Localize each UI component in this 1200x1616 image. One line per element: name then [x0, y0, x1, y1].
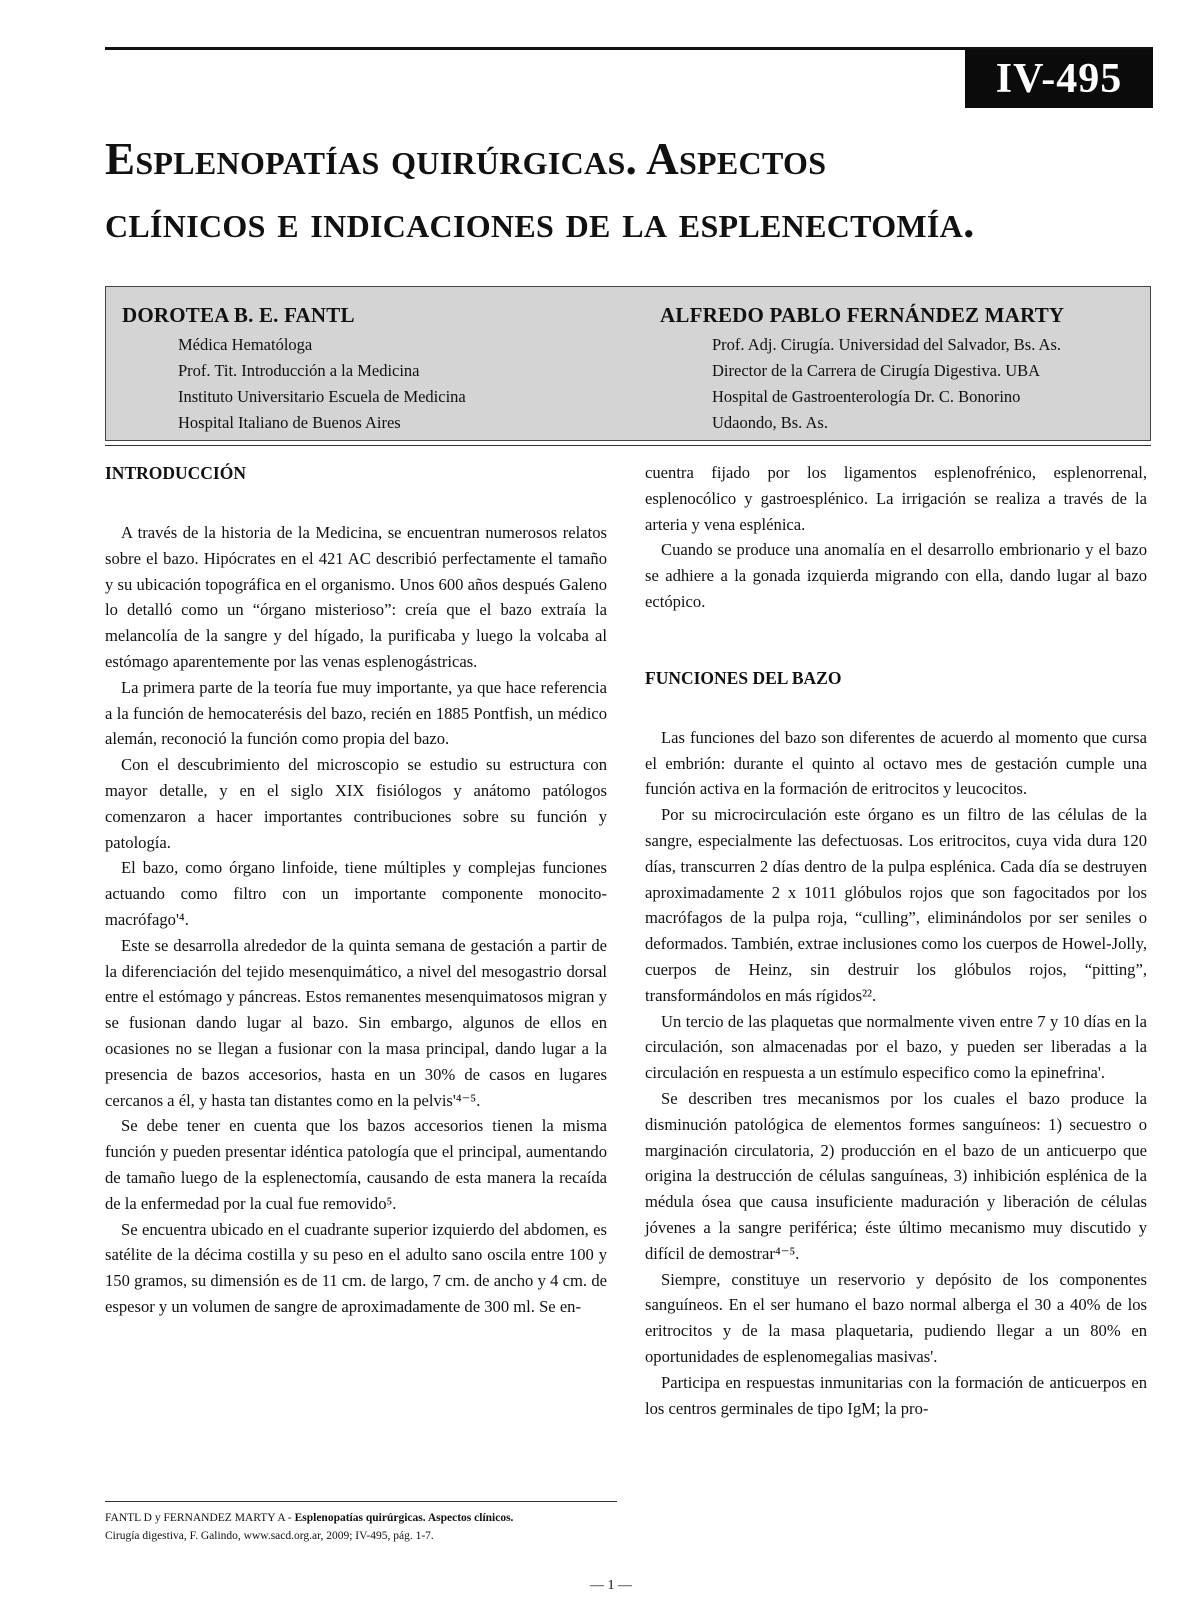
citation-title: Esplenopatías quirúrgicas. Aspectos clínicos.	[294, 1512, 514, 1524]
paragraph: Se debe tener en cuenta que los bazos accesorios tienen la misma función y pueden presentar idéntica patología que el principal, aumentando de tamaño luego de la esplenectomía, causando de esta manera la recaída de la enfermedad por la cual fue removido⁵.	[105, 1116, 607, 1213]
paragraph: Este se desarrolla alrededor de la quinta semana de gestación a partir de la diferenciación del tejido mesenquimático, a nivel del mesogastrio dorsal entre el estómago y páncreas. Estos remanentes mesenquimatosos migran y se fusionan dando lugar al bazo. Sin embargo, algunos de ellos en ocasiones no se llegan a fusionar con la masa principal, dando lugar a la presencia de bazos accesorios, hasta en un 30% de casos en lugares cercanos a él, y hasta tan distantes como en la pelvis'⁴⁻⁵.	[105, 935, 607, 1110]
left-column	[105, 460, 607, 1320]
citation-authors: FANTL D y FERNANDEZ MARTY A -	[105, 1512, 295, 1524]
title-line-1: Esplenopatías quirúrgicas. Aspectos	[105, 134, 827, 184]
paragraph: Las funciones del bazo son diferentes de acuerdo al momento que cursa el embrión: durante el quinto al octavo mes de gestación cumple una función activa en la formación de eritrocitos y leucocitos.	[645, 727, 1147, 799]
paragraph: Un tercio de las plaquetas que normalmente viven entre 7 y 10 días en la circulación, son almacenadas por el bazo, y pueden ser liberadas a la circulación en respuesta a un estímulo especifico como la epinefrina'.	[645, 1011, 1147, 1083]
author-affiliation: Médica Hematóloga	[178, 335, 313, 354]
section-heading-introduccion: INTRODUCCIÓN	[105, 463, 246, 483]
footnote-rule	[105, 1501, 617, 1502]
paragraph-continuation: cuentra fijado por los ligamentos esplenofrénico, esplenorrenal, esplenocólico y gastroesplénico. La irrigación se realiza a través de la arteria y vena esplénica.	[645, 463, 1147, 534]
paragraph: Participa en respuestas inmunitarias con la formación de anticuerpos en los centros germinales de tipo IgM; la pro-	[645, 1372, 1147, 1418]
paragraph: Con el descubrimiento del microscopio se estudio su estructura con mayor detalle, y en el siglo XIX fisiólogos y anátomo patólogos comenzaron a hacer importantes contribuciones sobre su función y patología.	[105, 755, 607, 852]
author-affiliation: Prof. Adj. Cirugía. Universidad del Salvador, Bs. As.	[712, 335, 1062, 354]
paragraph: Se describen tres mecanismos por los cuales el bazo produce la disminución patológica de elementos formes sanguíneos: 1) secuestro o marginación circulatoria, 2) producción en el bazo de un anticuerpo que origina la destrucción de células sanguíneas, 3) inhibición esplénica de la médula ósea que causa insuficiente maduración y liberación de células jóvenes a la sangre periférica; éste último mecanismo muy discutido y difícil de demostrar⁴⁻⁵.	[645, 1088, 1147, 1263]
paragraph: Se encuentra ubicado en el cuadrante superior izquierdo del abdomen, es satélite de la décima costilla y su peso en el adulto sano oscila entre 100 y 150 gramos, su dimensión es de 11 cm. de largo, 7 cm. de ancho y 4 cm. de espesor y un volumen de sangre de aproximadamente de 300 ml. Se en-	[105, 1219, 607, 1316]
citation-source: Cirugía digestiva, F. Galindo, www.sacd.org.ar, 2009; IV-495, pág. 1-7.	[105, 1530, 434, 1542]
paragraph: A través de la historia de la Medicina, se encuentran numerosos relatos sobre el bazo. Hipócrates en el 421 AC describió perfectamente el tamaño y su ubicación topográfica en el organismo. Unos 600 años después Galeno lo detalló como un “órgano misterioso”: creía que el bazo extraía la melancolía de la sangre y del hígado, la purificaba y luego la volcaba al estómago aparentemente por las venas esplenogástricas.	[105, 523, 607, 671]
body-rule	[105, 445, 1151, 446]
page-number: — 1 —	[590, 1578, 632, 1593]
paragraph: La primera parte de la teoría fue muy importante, ya que hace referencia a la función de hemocaterésis del bazo, recién en 1885 Pontfish, un médico alemán, reconoció la función como propia del bazo.	[105, 677, 607, 749]
authors-box	[105, 286, 1151, 441]
author-name: ALFREDO PABLO FERNÁNDEZ MARTY	[660, 303, 1065, 327]
paragraph: Cuando se produce una anomalía en el desarrollo embrionario y el bazo se adhiere a la gonada izquierda migrando con ella, dando lugar al bazo ectópico.	[645, 540, 1147, 611]
author-1	[122, 303, 466, 436]
author-affiliation: Udaondo, Bs. As.	[712, 413, 828, 432]
paragraph: Por su microcirculación este órgano es un filtro de las células de la sangre, especialmente las defectuosas. Los eritrocitos, cuya vida dura 120 días, transcurren 2 días dentro de la pulpa esplénica. Cada día se destruyen aproximadamente 2 x 1011 glóbulos rojos que son fagocitados por los macrófagos de la pulpa roja, “culling”, eliminándolos por ser seniles o deformados. También, extrae inclusiones como los cuerpos de Howel-Jolly, cuerpos de Heinz, sin destruir los glóbulos rojos, “pitting”, transformándolos en más rígidos²².	[645, 805, 1147, 1005]
citation-line-1	[105, 1509, 625, 1527]
title-line-2: clínicos e indicaciones de la esplenectomía.	[105, 197, 975, 247]
author-affiliation: Prof. Tit. Introducción a la Medicina	[178, 361, 420, 380]
right-column	[645, 460, 1147, 1421]
author-affiliation: Director de la Carrera de Cirugía Digestiva. UBA	[712, 361, 1041, 380]
author-affiliation: Hospital Italiano de Buenos Aires	[178, 413, 401, 432]
article-title	[105, 128, 1175, 254]
author-affiliation: Instituto Universitario Escuela de Medicina	[178, 387, 466, 406]
paragraph: Siempre, constituye un reservorio y depósito de los componentes sanguíneos. En el ser humano el bazo normal alberga el 30 a 40% de los eritrocitos y de la masa plaquetaria, pudiendo llegar a un 80% en oportunidades de esplenomegalias masivas'.	[645, 1269, 1147, 1366]
paragraph: El bazo, como órgano linfoide, tiene múltiples y complejas funciones actuando como filtro con un importante componente monocito-macrófago'⁴.	[105, 858, 607, 929]
author-name: DOROTEA B. E. FANTL	[122, 303, 355, 327]
citation-footnote	[105, 1509, 625, 1545]
chapter-code-badge: IV-495	[965, 50, 1153, 108]
section-heading-funciones: FUNCIONES DEL BAZO	[645, 667, 842, 688]
author-2	[660, 303, 1064, 436]
author-affiliation: Hospital de Gastroenterología Dr. C. Bonorino	[712, 387, 1021, 406]
